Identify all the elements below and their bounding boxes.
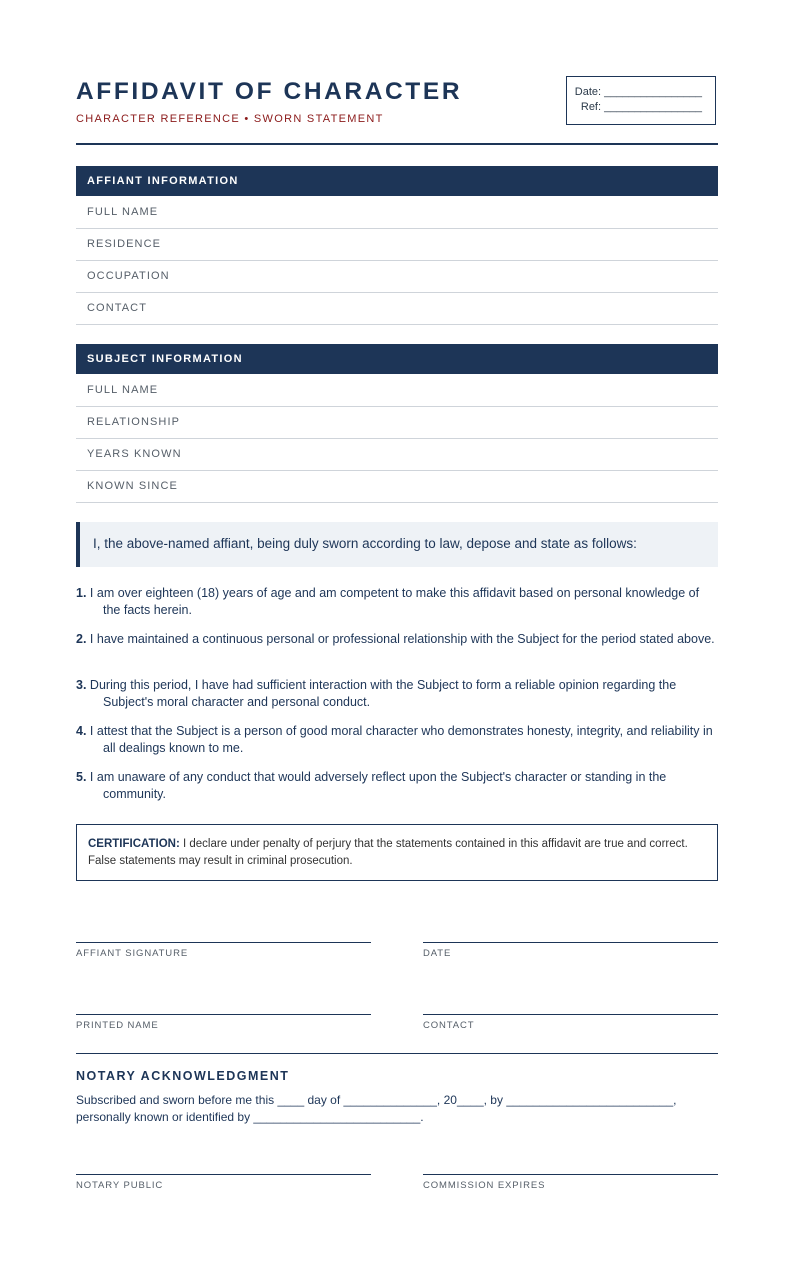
statement-number: 3.: [76, 678, 87, 692]
statement-number: 5.: [76, 770, 87, 784]
statement-item: [76, 723, 718, 757]
notary-public-label: NOTARY PUBLIC: [76, 1180, 164, 1191]
notary-divider: [76, 1053, 718, 1054]
printed-name-line[interactable]: [76, 1014, 371, 1015]
affiant-contact-field[interactable]: CONTACT: [76, 293, 718, 325]
date-signature-label: DATE: [423, 948, 452, 959]
statement-item: [76, 585, 718, 619]
affiant-section-heading: AFFIANT INFORMATION: [76, 166, 718, 196]
header-divider: [76, 143, 718, 145]
printed-name-label: PRINTED NAME: [76, 1020, 159, 1031]
certification-box: [76, 824, 718, 881]
contact-signature-line[interactable]: [423, 1014, 718, 1015]
commission-expires-label: COMMISSION EXPIRES: [423, 1180, 546, 1191]
subject-known-since-field[interactable]: KNOWN SINCE: [76, 471, 718, 503]
statement-item: [76, 677, 718, 711]
statement-number: 1.: [76, 586, 87, 600]
document-title: AFFIDAVIT OF CHARACTER: [76, 78, 463, 105]
commission-expires-line[interactable]: [423, 1174, 718, 1175]
affiant-full-name-field[interactable]: FULL NAME: [76, 197, 718, 229]
notary-public-line[interactable]: [76, 1174, 371, 1175]
affiant-signature-label: AFFIANT SIGNATURE: [76, 948, 189, 959]
statement-text: I am over eighteen (18) years of age and am competent to make this affidavit based on personal knowledge of the facts herein.: [89, 586, 700, 617]
contact-signature-label: CONTACT: [423, 1020, 475, 1031]
statement-text: I attest that the Subject is a person of good moral character who demonstrates honesty, integrity, and reliability in all dealings known to me.: [89, 724, 713, 755]
notary-heading: NOTARY ACKNOWLEDGMENT: [76, 1069, 290, 1083]
statement-number: 2.: [76, 632, 87, 646]
sworn-intro: I, the above-named affiant, being duly sworn according to law, depose and state as follows:: [76, 522, 718, 567]
statement-number: 4.: [76, 724, 87, 738]
notary-line-2: personally known or identified by _________________________.: [76, 1110, 424, 1124]
subject-years-known-field[interactable]: YEARS KNOWN: [76, 439, 718, 471]
certification-text: I declare under penalty of perjury that the statements contained in this affidavit are true and correct. False statements may result in criminal prosecution.: [88, 838, 688, 867]
subject-relationship-field[interactable]: RELATIONSHIP: [76, 407, 718, 439]
statement-text: During this period, I have had sufficient interaction with the Subject to form a reliable opinion regarding the Subject's moral character and personal conduct.: [89, 678, 677, 709]
notary-line-1: Subscribed and sworn before me this ____ day of ______________, 20____, by _________________________,: [76, 1093, 677, 1107]
date-signature-line[interactable]: [423, 942, 718, 943]
statement-item: [76, 631, 718, 648]
statement-text: I have maintained a continuous personal or professional relationship with the Subject for the period stated above.: [89, 632, 715, 646]
subject-full-name-field[interactable]: FULL NAME: [76, 375, 718, 407]
certification-label: CERTIFICATION:: [88, 838, 180, 850]
subject-section-heading: SUBJECT INFORMATION: [76, 344, 718, 374]
notary-statement: [76, 1092, 718, 1126]
statement-item: [76, 769, 718, 803]
date-field[interactable]: Date: ________________: [574, 86, 702, 98]
affiant-occupation-field[interactable]: OCCUPATION: [76, 261, 718, 293]
affiant-signature-line[interactable]: [76, 942, 371, 943]
ref-field[interactable]: Ref: ________________: [580, 101, 702, 113]
date-ref-box: [566, 76, 716, 125]
document-subtitle: CHARACTER REFERENCE • SWORN STATEMENT: [76, 113, 384, 125]
statement-text: I am unaware of any conduct that would adversely reflect upon the Subject's character or standing in the community.: [89, 770, 667, 801]
affiant-residence-field[interactable]: RESIDENCE: [76, 229, 718, 261]
